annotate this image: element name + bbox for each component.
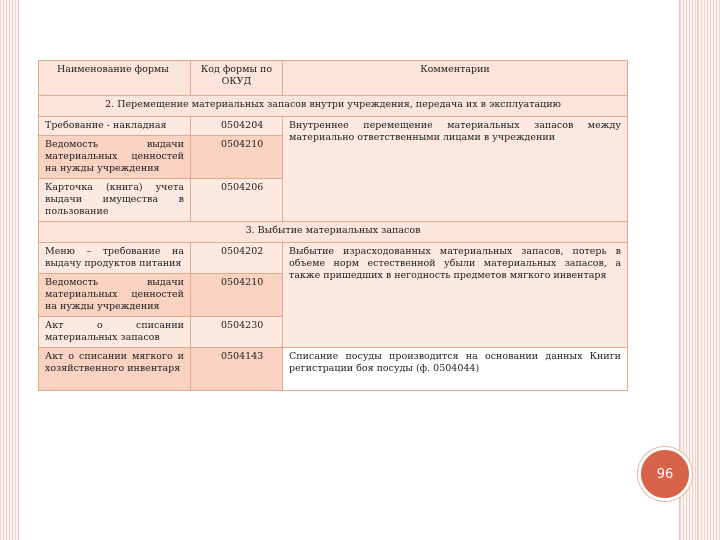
page-number-badge: 96 xyxy=(638,447,692,501)
header-comments: Комментарии xyxy=(283,61,628,96)
form-code-cell: 0504204 xyxy=(191,117,283,136)
form-name-cell: Ведомость выдачи материальных ценностей на нужды учреждения xyxy=(39,274,191,317)
form-name-cell: Меню – требование на выдачу продуктов питания xyxy=(39,243,191,274)
table-header-row xyxy=(39,61,628,96)
comment-cell: Выбытие израсходованных материальных запасов, потерь в объеме норм естественной убыли материальных запасов, а также пришедших в негодность предметов мягкого инвентаря xyxy=(283,243,628,348)
form-code-cell: 0504210 xyxy=(191,274,283,317)
form-name-cell: Ведомость выдачи материальных ценностей на нужды учреждения xyxy=(39,136,191,179)
left-decorative-border xyxy=(0,0,18,540)
form-name-cell: Акт о списании материальных запасов xyxy=(39,317,191,348)
header-form-code: Код формы по ОКУД xyxy=(191,61,283,96)
form-name-cell: Карточка (книга) учета выдачи имущества в пользование xyxy=(39,179,191,222)
table-row xyxy=(39,348,628,391)
left-border-line xyxy=(18,0,19,540)
header-form-name: Наименование формы xyxy=(39,61,191,96)
section-title: 2. Перемещение материальных запасов внутри учреждения, передача их в эксплуатацию xyxy=(39,96,628,117)
section-row xyxy=(39,96,628,117)
forms-table xyxy=(38,60,628,391)
section-row xyxy=(39,222,628,243)
form-name-cell: Акт о списании мягкого и хозяйственного инвентаря xyxy=(39,348,191,391)
form-code-cell: 0504202 xyxy=(191,243,283,274)
form-code-cell: 0504143 xyxy=(191,348,283,391)
section-title: 3. Выбытие материальных запасов xyxy=(39,222,628,243)
form-code-cell: 0504210 xyxy=(191,136,283,179)
table-row xyxy=(39,243,628,274)
form-code-cell: 0504206 xyxy=(191,179,283,222)
comment-cell: Внутреннее перемещение материальных запасов между материально ответственными лицами в учреждении xyxy=(283,117,628,222)
table-row xyxy=(39,117,628,136)
form-code-cell: 0504230 xyxy=(191,317,283,348)
comment-cell: Списание посуды производится на основании данных Книги регистрации боя посуды (ф. 0504044) xyxy=(283,348,628,391)
form-name-cell: Требование - накладная xyxy=(39,117,191,136)
right-border-line-inner xyxy=(697,0,698,540)
